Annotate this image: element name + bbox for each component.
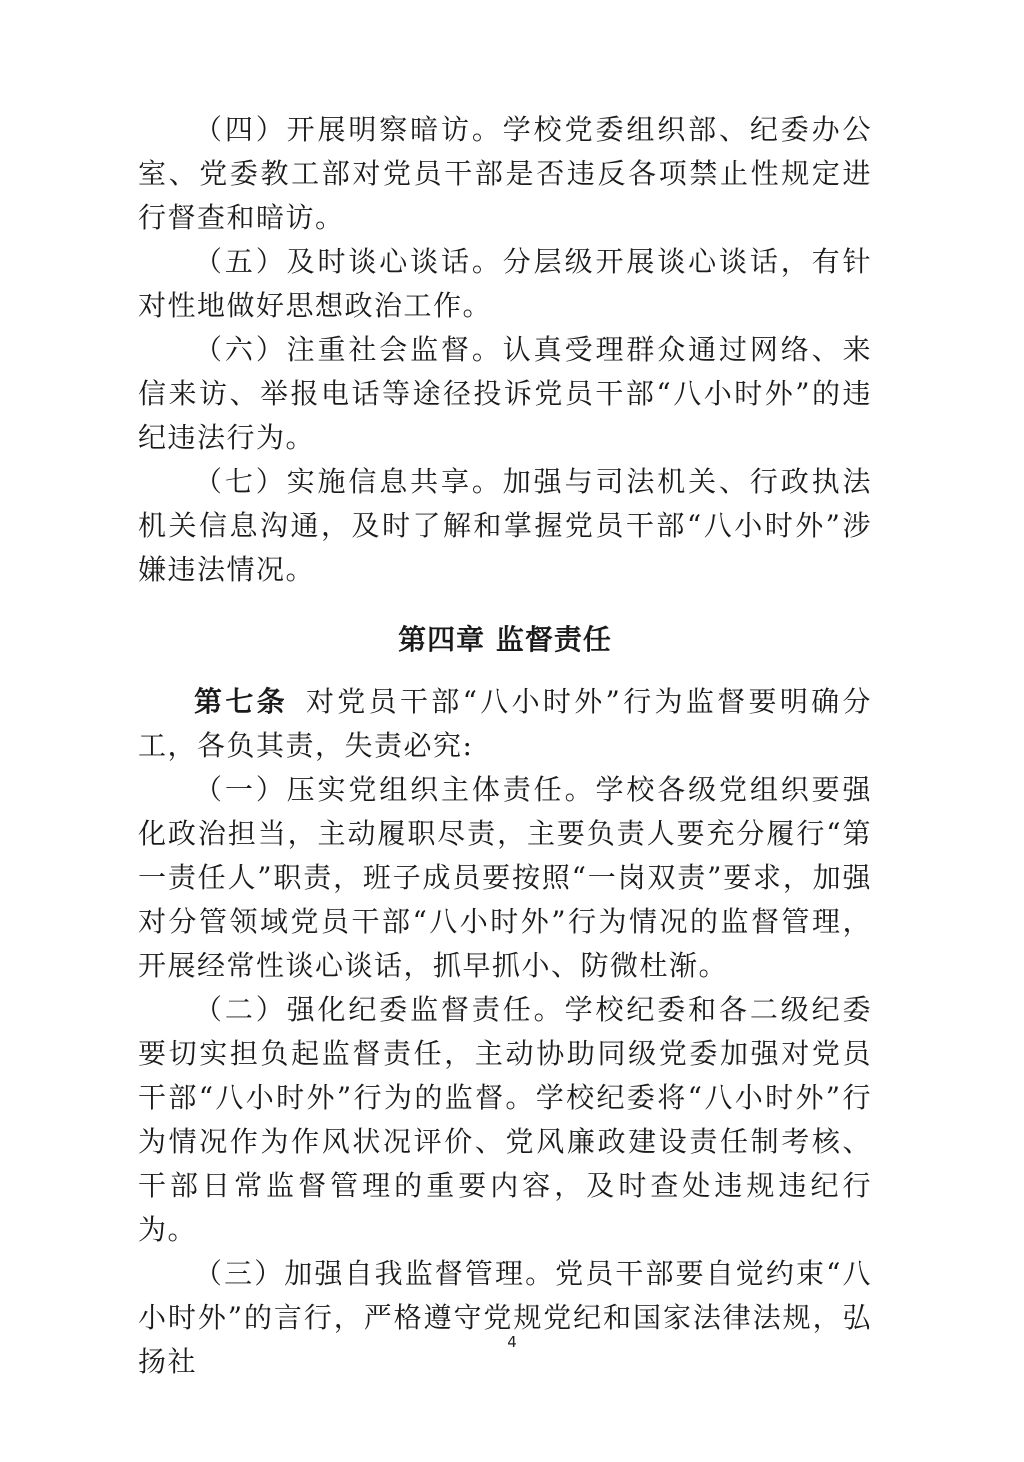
article-text: 对党员干部“八小时外”行为监督要明确分工，各负其责，失责必究: xyxy=(138,685,872,762)
paragraph-5: （五）及时谈心谈话。分层级开展谈心谈话，有针对性地做好思想政治工作。 xyxy=(138,245,872,322)
paragraph-6: （六）注重社会监督。认真受理群众通过网络、来信来访、举报电话等途径投诉党员干部“八小时外”的违纪违法行为。 xyxy=(138,333,872,454)
document-page xyxy=(138,108,872,1384)
chapter-title: 第四章 监督责任 xyxy=(398,623,612,656)
clause-2: （二）强化纪委监督责任。学校纪委和各二级纪委要切实担负起监督责任，主动协助同级党委加强对党员干部“八小时外”行为的监督。学校纪委将“八小时外”行为情况作为作风状况评价、党风廉政建设责任制考核、干部日常监督管理的重要内容，及时查处违规违纪行为。 xyxy=(138,993,872,1246)
article-number: 第七条 xyxy=(194,685,288,718)
paragraph-7: （七）实施信息共享。加强与司法机关、行政执法机关信息沟通，及时了解和掌握党员干部“八小时外”涉嫌违法情况。 xyxy=(138,465,872,586)
article-7 xyxy=(138,680,872,768)
clause-1: （一）压实党组织主体责任。学校各级党组织要强化政治担当，主动履职尽责，主要负责人要充分履行“第一责任人”职责，班子成员要按照“一岗双责”要求，加强对分管领域党员干部“八小时外”行为情况的监督管理，开展经常性谈心谈话，抓早抓小、防微杜渐。 xyxy=(138,773,872,982)
page-number: 4 xyxy=(507,1333,517,1351)
paragraph-4: （四）开展明察暗访。学校党委组织部、纪委办公室、党委教工部对党员干部是否违反各项禁止性规定进行督查和暗访。 xyxy=(138,113,872,234)
clause-3: （三）加强自我监督管理。党员干部要自觉约束“八小时外”的言行，严格遵守党规党纪和国家法律法规，弘扬社 xyxy=(138,1257,872,1378)
